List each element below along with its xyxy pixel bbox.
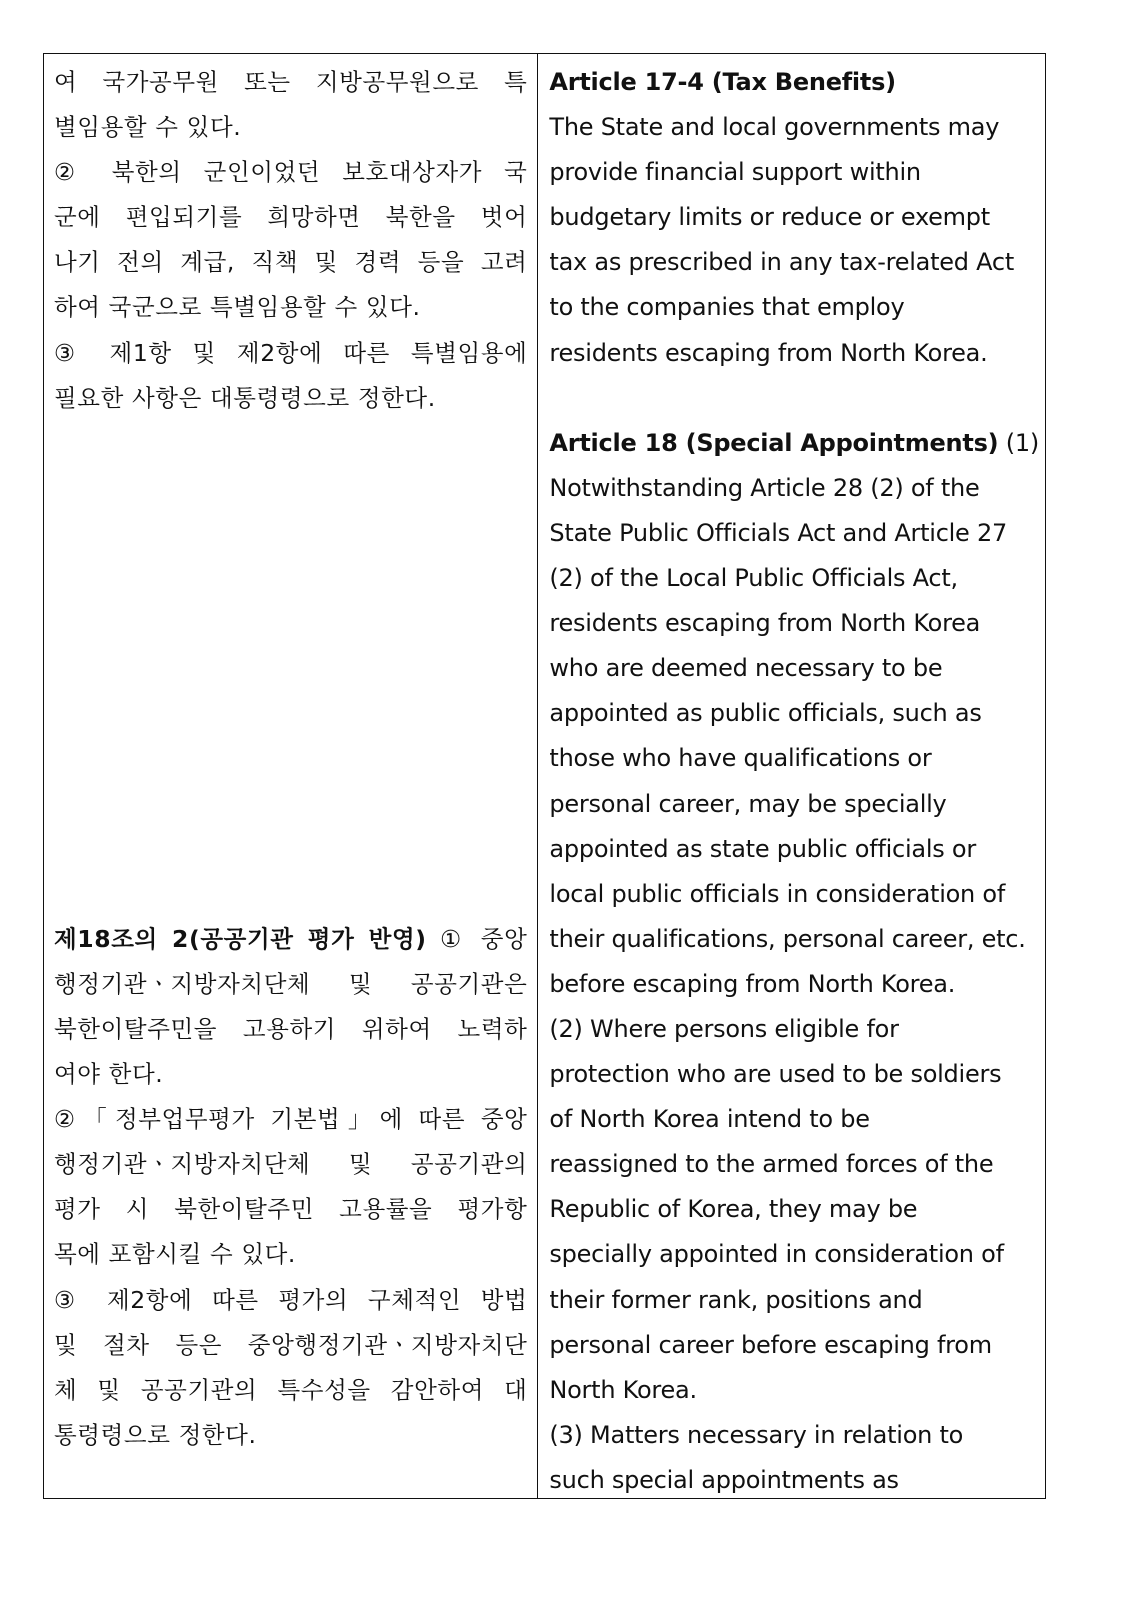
kr-line: ② 북한의 군인이었던 보호대상자가 국: [54, 158, 528, 187]
spacer: [54, 511, 527, 556]
bilingual-law-table: [43, 53, 1046, 1499]
en-line: protection who are used to be soldiers: [549, 1060, 1002, 1089]
kr-line: 통령령으로 정한다.: [54, 1420, 257, 1449]
kr-line: 평가 시 북한이탈주민 고용률을 평가항: [54, 1195, 528, 1224]
article-17-4-heading-text: Article 17-4 (Tax Benefits): [549, 68, 896, 96]
en-line: of North Korea intend to be: [549, 1105, 870, 1134]
en-line-rest: (1): [998, 428, 1039, 457]
article-18-heading: Article 18 (Special Appointments): [549, 428, 999, 457]
kr-line: 북한이탈주민을 고용하기 위하여 노력하: [54, 1014, 528, 1043]
spacer: [54, 646, 527, 691]
en-line: provide financial support within: [549, 158, 921, 187]
en-line: local public officials in consideration of: [549, 879, 1006, 908]
en-line: (3) Matters necessary in relation to: [549, 1420, 964, 1449]
kr-line: 군에 편입되기를 희망하면 북한을 벗어: [54, 203, 528, 232]
en-line: those who have qualifications or: [549, 744, 932, 773]
spacer: [54, 421, 527, 466]
kr-line: ③ 제2항에 따른 평가의 구체적인 방법: [54, 1285, 528, 1314]
en-line: tax as prescribed in any tax-related Act: [549, 248, 1015, 277]
kr-line: 여 국가공무원 또는 지방공무원으로 특: [54, 68, 528, 96]
kr-line: 목에 포함시킬 수 있다.: [54, 1240, 296, 1269]
kr-line: 필요한 사항은 대통령령으로 정한다.: [54, 383, 436, 412]
en-line: appointed as state public officials or: [549, 834, 976, 863]
en-line: appointed as public officials, such as: [549, 699, 982, 728]
kr-line: 및 절차 등은 중앙행정기관ㆍ지방자치단: [54, 1330, 528, 1359]
article-18-2-heading: 제18조의 2(공공기관 평가 반영): [54, 924, 427, 953]
kr-line: ③ 제1항 및 제2항에 따른 특별임용에: [54, 338, 528, 367]
en-line: their qualifications, personal career, etc.: [549, 924, 1026, 953]
kr-line: 여야 한다.: [54, 1060, 164, 1089]
kr-line: 나기 전의 계급, 직책 및 경력 등을 고려: [54, 248, 528, 277]
en-line: (2) of the Local Public Officials Act,: [549, 564, 958, 593]
kr-line: 하여 국군으로 특별임용할 수 있다.: [54, 293, 421, 322]
en-line: their former rank, positions and: [549, 1285, 923, 1314]
en-line: before escaping from North Korea.: [549, 969, 956, 998]
spacer: [54, 466, 527, 511]
kr-line: ②「정부업무평가 기본법」에 따른 중앙: [54, 1105, 528, 1134]
en-line: State Public Officials Act and Article 27: [549, 518, 1007, 547]
article-17-4-heading: [549, 60, 1039, 105]
en-line: residents escaping from North Korea: [549, 609, 981, 638]
spacer: [54, 782, 527, 827]
spacer: [54, 736, 527, 781]
spacer: [54, 556, 527, 601]
english-column: [538, 54, 1045, 1498]
en-line: personal career, may be specially: [549, 789, 947, 818]
en-line: reassigned to the armed forces of the: [549, 1150, 994, 1179]
kr-line: 행정기관ㆍ지방자치단체 및 공공기관은: [54, 969, 528, 998]
en-line: who are deemed necessary to be: [549, 654, 943, 683]
spacer: [54, 691, 527, 736]
en-line: personal career before escaping from: [549, 1330, 992, 1359]
en-line: budgetary limits or reduce or exempt: [549, 203, 990, 232]
en-line: specially appointed in consideration of: [549, 1240, 1004, 1269]
kr-line: 체 및 공공기관의 특수성을 감안하여 대: [54, 1375, 528, 1404]
spacer: [54, 827, 527, 872]
en-line: Notwithstanding Article 28 (2) of the: [549, 473, 980, 502]
en-line: Republic of Korea, they may be: [549, 1195, 918, 1224]
article-18-heading-line: [549, 421, 1039, 466]
spacer: [549, 376, 1039, 421]
spacer: [54, 601, 527, 646]
en-line: such special appointments as: [549, 1465, 899, 1494]
article-18-2-heading-line: [54, 917, 527, 962]
kr-line: 행정기관ㆍ지방자치단체 및 공공기관의: [54, 1150, 528, 1179]
en-line: North Korea.: [549, 1375, 697, 1404]
en-line: to the companies that employ: [549, 293, 905, 322]
en-line: (2) Where persons eligible for: [549, 1014, 899, 1043]
korean-column: [44, 54, 538, 1498]
en-line: residents escaping from North Korea.: [549, 338, 988, 367]
kr-line-rest: ① 중앙: [426, 924, 528, 953]
spacer: [54, 872, 527, 917]
kr-line: 별임용할 수 있다.: [54, 113, 242, 142]
en-line: The State and local governments may: [549, 113, 1000, 142]
